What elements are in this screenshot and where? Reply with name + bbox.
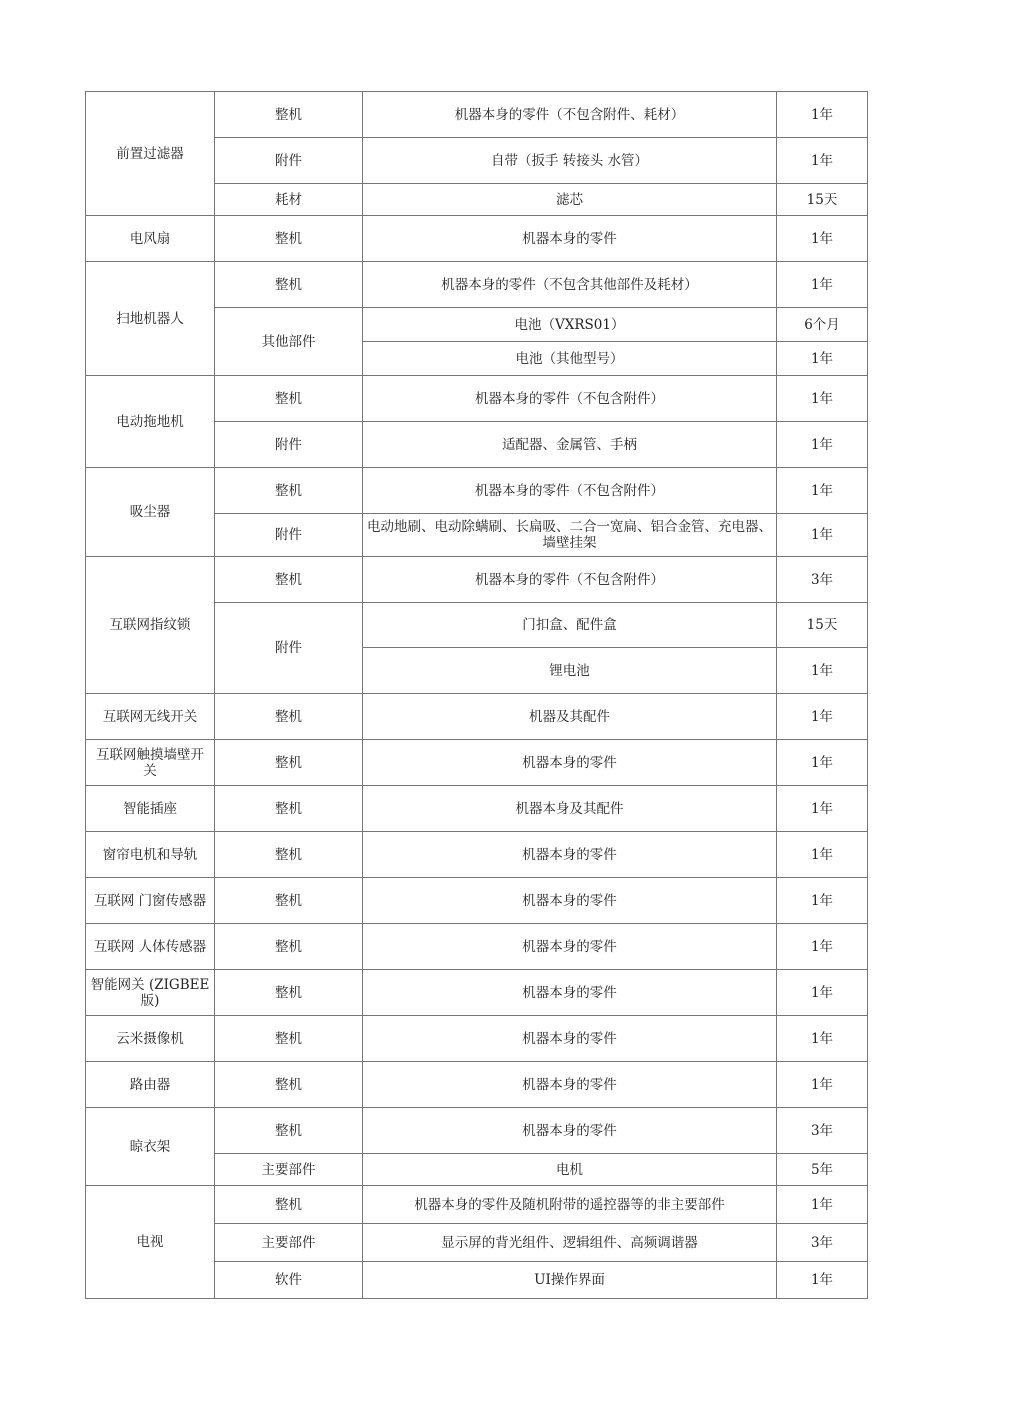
part-cell: 主要部件 xyxy=(215,1154,363,1186)
part-cell: 附件 xyxy=(215,514,363,557)
scope-cell: 自带（扳手 转接头 水管） xyxy=(363,138,777,184)
part-cell: 主要部件 xyxy=(215,1224,363,1262)
scope-cell: 机器本身及其配件 xyxy=(363,786,777,832)
scope-cell: 门扣盒、配件盒 xyxy=(363,603,777,648)
scope-cell: 机器本身的零件 xyxy=(363,216,777,262)
part-cell: 整机 xyxy=(215,92,363,138)
table-row xyxy=(86,1016,868,1062)
table-row xyxy=(86,1108,868,1154)
part-cell: 附件 xyxy=(215,138,363,184)
period-cell: 1年 xyxy=(777,786,868,832)
category-cell: 云米摄像机 xyxy=(86,1016,215,1062)
scope-cell: 电机 xyxy=(363,1154,777,1186)
scope-cell: 机器本身的零件 xyxy=(363,924,777,970)
category-cell: 扫地机器人 xyxy=(86,262,215,376)
period-cell: 1年 xyxy=(777,1062,868,1108)
table-row xyxy=(86,1062,868,1108)
period-cell: 1年 xyxy=(777,376,868,422)
part-cell: 整机 xyxy=(215,878,363,924)
part-cell: 整机 xyxy=(215,970,363,1016)
category-cell: 互联网触摸墙壁开关 xyxy=(86,740,215,786)
period-cell: 1年 xyxy=(777,832,868,878)
table-row xyxy=(86,262,868,308)
category-cell: 智能插座 xyxy=(86,786,215,832)
part-cell: 耗材 xyxy=(215,184,363,216)
table-row xyxy=(86,970,868,1016)
part-cell: 整机 xyxy=(215,468,363,514)
period-cell: 3年 xyxy=(777,1224,868,1262)
scope-cell: 电动地刷、电动除螨刷、长扁吸、二合一宽扁、铝合金管、充电器、墙壁挂架 xyxy=(363,514,777,557)
period-cell: 1年 xyxy=(777,342,868,376)
scope-cell: 适配器、金属管、手柄 xyxy=(363,422,777,468)
period-cell: 1年 xyxy=(777,138,868,184)
table-row xyxy=(86,557,868,603)
period-cell: 3年 xyxy=(777,557,868,603)
part-cell: 整机 xyxy=(215,786,363,832)
period-cell: 5年 xyxy=(777,1154,868,1186)
table-row xyxy=(86,832,868,878)
category-cell: 互联网 人体传感器 xyxy=(86,924,215,970)
part-cell: 整机 xyxy=(215,216,363,262)
table-row xyxy=(86,786,868,832)
scope-cell: UI操作界面 xyxy=(363,1262,777,1299)
part-cell: 整机 xyxy=(215,832,363,878)
scope-cell: 机器及其配件 xyxy=(363,694,777,740)
part-cell: 整机 xyxy=(215,557,363,603)
table-row xyxy=(86,216,868,262)
category-cell: 电风扇 xyxy=(86,216,215,262)
period-cell: 15天 xyxy=(777,184,868,216)
period-cell: 1年 xyxy=(777,740,868,786)
scope-cell: 机器本身的零件 xyxy=(363,1062,777,1108)
scope-cell: 锂电池 xyxy=(363,648,777,694)
category-cell: 电动拖地机 xyxy=(86,376,215,468)
table-row xyxy=(86,924,868,970)
scope-cell: 机器本身的零件 xyxy=(363,970,777,1016)
part-cell: 整机 xyxy=(215,262,363,308)
category-cell: 吸尘器 xyxy=(86,468,215,557)
category-cell: 窗帘电机和导轨 xyxy=(86,832,215,878)
category-cell: 互联网无线开关 xyxy=(86,694,215,740)
category-cell: 路由器 xyxy=(86,1062,215,1108)
period-cell: 1年 xyxy=(777,694,868,740)
period-cell: 1年 xyxy=(777,970,868,1016)
period-cell: 1年 xyxy=(777,216,868,262)
period-cell: 1年 xyxy=(777,92,868,138)
part-cell: 整机 xyxy=(215,1186,363,1224)
table-row xyxy=(86,740,868,786)
category-cell: 前置过滤器 xyxy=(86,92,215,216)
scope-cell: 滤芯 xyxy=(363,184,777,216)
period-cell: 1年 xyxy=(777,514,868,557)
part-cell: 整机 xyxy=(215,924,363,970)
period-cell: 15天 xyxy=(777,603,868,648)
part-cell: 其他部件 xyxy=(215,308,363,376)
category-cell: 晾衣架 xyxy=(86,1108,215,1186)
table-row xyxy=(86,92,868,138)
period-cell: 1年 xyxy=(777,648,868,694)
period-cell: 6个月 xyxy=(777,308,868,342)
period-cell: 1年 xyxy=(777,924,868,970)
scope-cell: 机器本身的零件 xyxy=(363,1108,777,1154)
part-cell: 整机 xyxy=(215,694,363,740)
scope-cell: 机器本身的零件（不包含附件） xyxy=(363,557,777,603)
scope-cell: 机器本身的零件 xyxy=(363,1016,777,1062)
period-cell: 3年 xyxy=(777,1108,868,1154)
scope-cell: 机器本身的零件 xyxy=(363,878,777,924)
part-cell: 整机 xyxy=(215,1108,363,1154)
scope-cell: 机器本身的零件（不包含附件、耗材） xyxy=(363,92,777,138)
part-cell: 整机 xyxy=(215,1016,363,1062)
period-cell: 1年 xyxy=(777,262,868,308)
period-cell: 1年 xyxy=(777,1016,868,1062)
scope-cell: 机器本身的零件及随机附带的遥控器等的非主要部件 xyxy=(363,1186,777,1224)
period-cell: 1年 xyxy=(777,878,868,924)
period-cell: 1年 xyxy=(777,468,868,514)
period-cell: 1年 xyxy=(777,1186,868,1224)
scope-cell: 显示屏的背光组件、逻辑组件、高频调谐器 xyxy=(363,1224,777,1262)
scope-cell: 机器本身的零件 xyxy=(363,740,777,786)
part-cell: 附件 xyxy=(215,603,363,694)
table-row xyxy=(86,878,868,924)
warranty-table xyxy=(85,91,868,1299)
category-cell: 互联网 门窗传感器 xyxy=(86,878,215,924)
table-row xyxy=(86,468,868,514)
part-cell: 整机 xyxy=(215,376,363,422)
scope-cell: 电池（VXRS01） xyxy=(363,308,777,342)
period-cell: 1年 xyxy=(777,422,868,468)
scope-cell: 机器本身的零件（不包含附件） xyxy=(363,376,777,422)
category-cell: 互联网指纹锁 xyxy=(86,557,215,694)
part-cell: 附件 xyxy=(215,422,363,468)
part-cell: 整机 xyxy=(215,740,363,786)
scope-cell: 电池（其他型号） xyxy=(363,342,777,376)
scope-cell: 机器本身的零件（不包含其他部件及耗材） xyxy=(363,262,777,308)
period-cell: 1年 xyxy=(777,1262,868,1299)
category-cell: 电视 xyxy=(86,1186,215,1299)
scope-cell: 机器本身的零件（不包含附件） xyxy=(363,468,777,514)
part-cell: 软件 xyxy=(215,1262,363,1299)
table-row xyxy=(86,376,868,422)
part-cell: 整机 xyxy=(215,1062,363,1108)
table-row xyxy=(86,1186,868,1224)
category-cell: 智能网关 (ZIGBEE版) xyxy=(86,970,215,1016)
scope-cell: 机器本身的零件 xyxy=(363,832,777,878)
table-row xyxy=(86,694,868,740)
